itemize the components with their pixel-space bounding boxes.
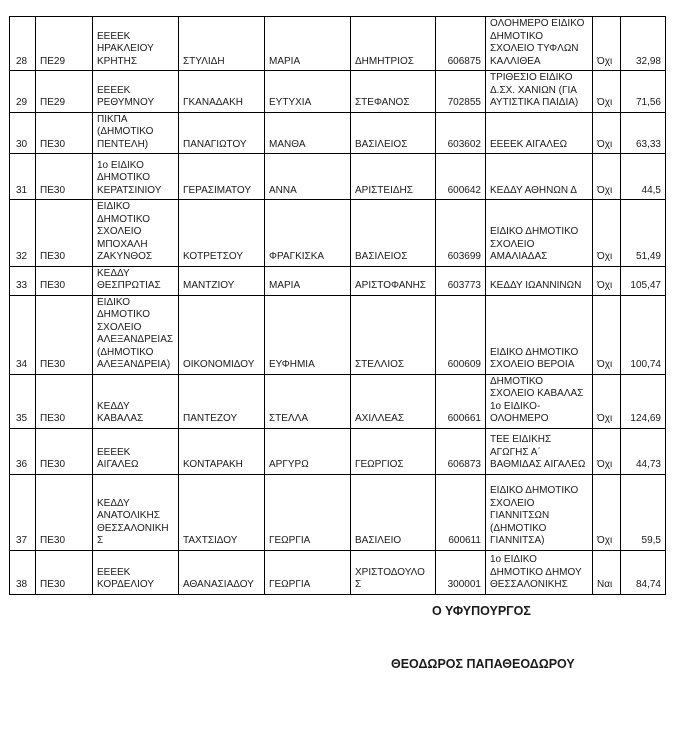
cell-origin-school: ΠΙΚΠΑ (ΔΗΜΟΤΙΚΟ ΠΕΝΤΕΛΗ) bbox=[93, 112, 179, 154]
table-row bbox=[10, 428, 666, 474]
cell-school-code: 600661 bbox=[436, 374, 486, 428]
cell-surname: ΚΟΝΤΑΡΑΚΗ bbox=[179, 428, 265, 474]
cell-flag: Όχι bbox=[593, 428, 621, 474]
cell-branch-code: ΠΕ30 bbox=[36, 200, 93, 267]
cell-points: 84,74 bbox=[621, 550, 666, 594]
cell-origin-school: ΕΙΔΙΚΟ ΔΗΜΟΤΙΚΟ ΣΧΟΛΕΙΟ ΑΛΕΞΑΝΔΡΕΙΑΣ (ΔΗΜΟΤΙΚΟ ΑΛΕΞΑΝΔΡΕΙΑ) bbox=[93, 295, 179, 374]
cell-points: 100,74 bbox=[621, 295, 666, 374]
cell-surname: ΠΑΝΑΓΙΩΤΟΥ bbox=[179, 112, 265, 154]
cell-flag: Όχι bbox=[593, 200, 621, 267]
signatory-name: ΘΕΟΔΩΡΟΣ ΠΑΠΑΘΕΟΔΩΡΟΥ bbox=[391, 657, 575, 671]
cell-row-number: 30 bbox=[10, 112, 36, 154]
cell-father-name: ΧΡΙΣΤΟΔΟΥΛΟΣ bbox=[351, 550, 436, 594]
cell-origin-school: ΕΕΕΕΚ ΗΡΑΚΛΕΙΟΥ ΚΡΗΤΗΣ bbox=[93, 17, 179, 71]
cell-surname: ΣΤΥΛΙΔΗ bbox=[179, 17, 265, 71]
cell-points: 44,73 bbox=[621, 428, 666, 474]
table-row bbox=[10, 71, 666, 113]
cell-surname: ΟΙΚΟΝΟΜΙΔΟΥ bbox=[179, 295, 265, 374]
cell-school-code: 606873 bbox=[436, 428, 486, 474]
cell-first-name: ΕΥΤΥΧΙΑ bbox=[265, 71, 351, 113]
cell-row-number: 31 bbox=[10, 154, 36, 200]
cell-father-name: ΒΑΣΙΛΕΙΟ bbox=[351, 474, 436, 550]
cell-points: 63,33 bbox=[621, 112, 666, 154]
table-row bbox=[10, 154, 666, 200]
table-row bbox=[10, 266, 666, 295]
cell-school-code: 600611 bbox=[436, 474, 486, 550]
cell-row-number: 37 bbox=[10, 474, 36, 550]
cell-father-name: ΣΤΕΛΛΙΟΣ bbox=[351, 295, 436, 374]
cell-surname: ΤΑΧΤΣΙΔΟΥ bbox=[179, 474, 265, 550]
teacher-transfer-table bbox=[9, 16, 666, 595]
cell-surname: ΜΑΝΤΖΙΟΥ bbox=[179, 266, 265, 295]
cell-branch-code: ΠΕ29 bbox=[36, 71, 93, 113]
cell-school-code: 600609 bbox=[436, 295, 486, 374]
signatory-title: Ο ΥΦΥΠΟΥΡΓΟΣ bbox=[432, 604, 531, 618]
table-row bbox=[10, 295, 666, 374]
table-row bbox=[10, 17, 666, 71]
cell-points: 59,5 bbox=[621, 474, 666, 550]
cell-surname: ΓΚΑΝΑΔΑΚΗ bbox=[179, 71, 265, 113]
cell-row-number: 38 bbox=[10, 550, 36, 594]
cell-points: 105,47 bbox=[621, 266, 666, 295]
cell-father-name: ΒΑΣΙΛΕΙΟΣ bbox=[351, 112, 436, 154]
cell-flag: Όχι bbox=[593, 71, 621, 113]
cell-surname: ΓΕΡΑΣΙΜΑΤΟΥ bbox=[179, 154, 265, 200]
cell-flag: Όχι bbox=[593, 154, 621, 200]
cell-flag: Όχι bbox=[593, 17, 621, 71]
cell-surname: ΠΑΝΤΕΖΟΥ bbox=[179, 374, 265, 428]
cell-destination-school: ΚΕΔΔΥ ΙΩΑΝΝΙΝΩΝ bbox=[486, 266, 593, 295]
cell-points: 124,69 bbox=[621, 374, 666, 428]
cell-points: 51,49 bbox=[621, 200, 666, 267]
cell-branch-code: ΠΕ30 bbox=[36, 550, 93, 594]
cell-points: 32,98 bbox=[621, 17, 666, 71]
cell-first-name: ΓΕΩΡΓΙΑ bbox=[265, 474, 351, 550]
cell-flag: Ναι bbox=[593, 550, 621, 594]
cell-surname: ΚΟΤΡΕΤΣΟΥ bbox=[179, 200, 265, 267]
cell-school-code: 600642 bbox=[436, 154, 486, 200]
cell-school-code: 603699 bbox=[436, 200, 486, 267]
cell-branch-code: ΠΕ30 bbox=[36, 474, 93, 550]
cell-destination-school: ΔΗΜΟΤΙΚΟ ΣΧΟΛΕΙΟ ΚΑΒΑΛΑΣ 1ο ΕΙΔΙΚΟ-ΟΛΟΗΜΕΡΟ bbox=[486, 374, 593, 428]
cell-father-name: ΑΧΙΛΛΕΑΣ bbox=[351, 374, 436, 428]
cell-father-name: ΓΕΩΡΓΙΟΣ bbox=[351, 428, 436, 474]
cell-branch-code: ΠΕ30 bbox=[36, 112, 93, 154]
cell-origin-school: ΚΕΔΔΥ ΑΝΑΤΟΛΙΚΗΣ ΘΕΣΣΑΛΟΝΙΚΗΣ bbox=[93, 474, 179, 550]
table-row bbox=[10, 112, 666, 154]
cell-first-name: ΑΡΓΥΡΩ bbox=[265, 428, 351, 474]
cell-school-code: 603773 bbox=[436, 266, 486, 295]
cell-first-name: ΓΕΩΡΓΙΑ bbox=[265, 550, 351, 594]
cell-destination-school: ΤΕΕ ΕΙΔΙΚΗΣ ΑΓΩΓΗΣ Α΄ ΒΑΘΜΙΔΑΣ ΑΙΓΑΛΕΩ bbox=[486, 428, 593, 474]
cell-flag: Όχι bbox=[593, 112, 621, 154]
cell-destination-school: ΟΛΟΗΜΕΡΟ ΕΙΔΙΚΟ ΔΗΜΟΤΙΚΟ ΣΧΟΛΕΙΟ ΤΥΦΛΩΝ ΚΑΛΛΙΘΕΑ bbox=[486, 17, 593, 71]
cell-flag: Όχι bbox=[593, 374, 621, 428]
cell-first-name: ΑΝΝΑ bbox=[265, 154, 351, 200]
cell-father-name: ΒΑΣΙΛΕΙΟΣ bbox=[351, 200, 436, 267]
cell-first-name: ΕΥΦΗΜΙΑ bbox=[265, 295, 351, 374]
cell-first-name: ΦΡΑΓΚΙΣΚΑ bbox=[265, 200, 351, 267]
cell-first-name: ΜΑΡΙΑ bbox=[265, 266, 351, 295]
cell-row-number: 33 bbox=[10, 266, 36, 295]
cell-branch-code: ΠΕ30 bbox=[36, 266, 93, 295]
cell-flag: Όχι bbox=[593, 266, 621, 295]
table-row bbox=[10, 550, 666, 594]
cell-branch-code: ΠΕ30 bbox=[36, 428, 93, 474]
cell-row-number: 29 bbox=[10, 71, 36, 113]
cell-destination-school: ΤΡΙΘΕΣΙΟ ΕΙΔΙΚΟ Δ.ΣΧ. ΧΑΝΙΩΝ (ΓΙΑ ΑΥΤΙΣΤΙΚΑ ΠΑΙΔΙΑ) bbox=[486, 71, 593, 113]
cell-row-number: 32 bbox=[10, 200, 36, 267]
cell-row-number: 35 bbox=[10, 374, 36, 428]
cell-destination-school: ΕΕΕΕΚ ΑΙΓΑΛΕΩ bbox=[486, 112, 593, 154]
cell-destination-school: ΕΙΔΙΚΟ ΔΗΜΟΤΙΚΟ ΣΧΟΛΕΙΟ ΓΙΑΝΝΙΤΣΩΝ (ΔΗΜΟΤΙΚΟ ΓΙΑΝΝΙΤΣΑ) bbox=[486, 474, 593, 550]
cell-row-number: 28 bbox=[10, 17, 36, 71]
cell-father-name: ΑΡΙΣΤΟΦΑΝΗΣ bbox=[351, 266, 436, 295]
table-row bbox=[10, 374, 666, 428]
table-row bbox=[10, 474, 666, 550]
cell-first-name: ΜΑΝΘΑ bbox=[265, 112, 351, 154]
cell-destination-school: ΚΕΔΔΥ ΑΘΗΝΩΝ Δ bbox=[486, 154, 593, 200]
cell-origin-school: ΕΙΔΙΚΟ ΔΗΜΟΤΙΚΟ ΣΧΟΛΕΙΟ ΜΠΟΧΑΛΗ ΖΑΚΥΝΘΟΣ bbox=[93, 200, 179, 267]
cell-row-number: 36 bbox=[10, 428, 36, 474]
cell-first-name: ΣΤΕΛΛΑ bbox=[265, 374, 351, 428]
cell-origin-school: ΕΕΕΕΚ ΑΙΓΑΛΕΩ bbox=[93, 428, 179, 474]
cell-branch-code: ΠΕ30 bbox=[36, 154, 93, 200]
cell-flag: Όχι bbox=[593, 474, 621, 550]
table-row bbox=[10, 200, 666, 267]
cell-origin-school: ΚΕΔΔΥ ΚΑΒΑΛΑΣ bbox=[93, 374, 179, 428]
cell-school-code: 603602 bbox=[436, 112, 486, 154]
cell-branch-code: ΠΕ29 bbox=[36, 17, 93, 71]
cell-school-code: 606875 bbox=[436, 17, 486, 71]
cell-father-name: ΔΗΜΗΤΡΙΟΣ bbox=[351, 17, 436, 71]
cell-flag: Όχι bbox=[593, 295, 621, 374]
cell-destination-school: ΕΙΔΙΚΟ ΔΗΜΟΤΙΚΟ ΣΧΟΛΕΙΟ ΒΕΡΟΙΑ bbox=[486, 295, 593, 374]
table-body bbox=[10, 17, 666, 595]
cell-surname: ΑΘΑΝΑΣΙΑΔΟΥ bbox=[179, 550, 265, 594]
cell-school-code: 300001 bbox=[436, 550, 486, 594]
cell-destination-school: ΕΙΔΙΚΟ ΔΗΜΟΤΙΚΟ ΣΧΟΛΕΙΟ ΑΜΑΛΙΑΔΑΣ bbox=[486, 200, 593, 267]
cell-first-name: ΜΑΡΙΑ bbox=[265, 17, 351, 71]
cell-points: 44,5 bbox=[621, 154, 666, 200]
cell-school-code: 702855 bbox=[436, 71, 486, 113]
cell-branch-code: ΠΕ30 bbox=[36, 374, 93, 428]
cell-origin-school: ΕΕΕΕΚ ΡΕΘΥΜΝΟΥ bbox=[93, 71, 179, 113]
cell-row-number: 34 bbox=[10, 295, 36, 374]
cell-father-name: ΑΡΙΣΤΕΙΔΗΣ bbox=[351, 154, 436, 200]
cell-points: 71,56 bbox=[621, 71, 666, 113]
cell-origin-school: 1ο ΕΙΔΙΚΟ ΔΗΜΟΤΙΚΟ ΚΕΡΑΤΣΙΝΙΟΥ bbox=[93, 154, 179, 200]
cell-branch-code: ΠΕ30 bbox=[36, 295, 93, 374]
cell-origin-school: ΕΕΕΕΚ ΚΟΡΔΕΛΙΟΥ bbox=[93, 550, 179, 594]
cell-origin-school: ΚΕΔΔΥ ΘΕΣΠΡΩΤΙΑΣ bbox=[93, 266, 179, 295]
cell-father-name: ΣΤΕΦΑΝΟΣ bbox=[351, 71, 436, 113]
cell-destination-school: 1ο ΕΙΔΙΚΟ ΔΗΜΟΤΙΚΟ ΔΗΜΟΥ ΘΕΣΣΑΛΟΝΙΚΗΣ bbox=[486, 550, 593, 594]
